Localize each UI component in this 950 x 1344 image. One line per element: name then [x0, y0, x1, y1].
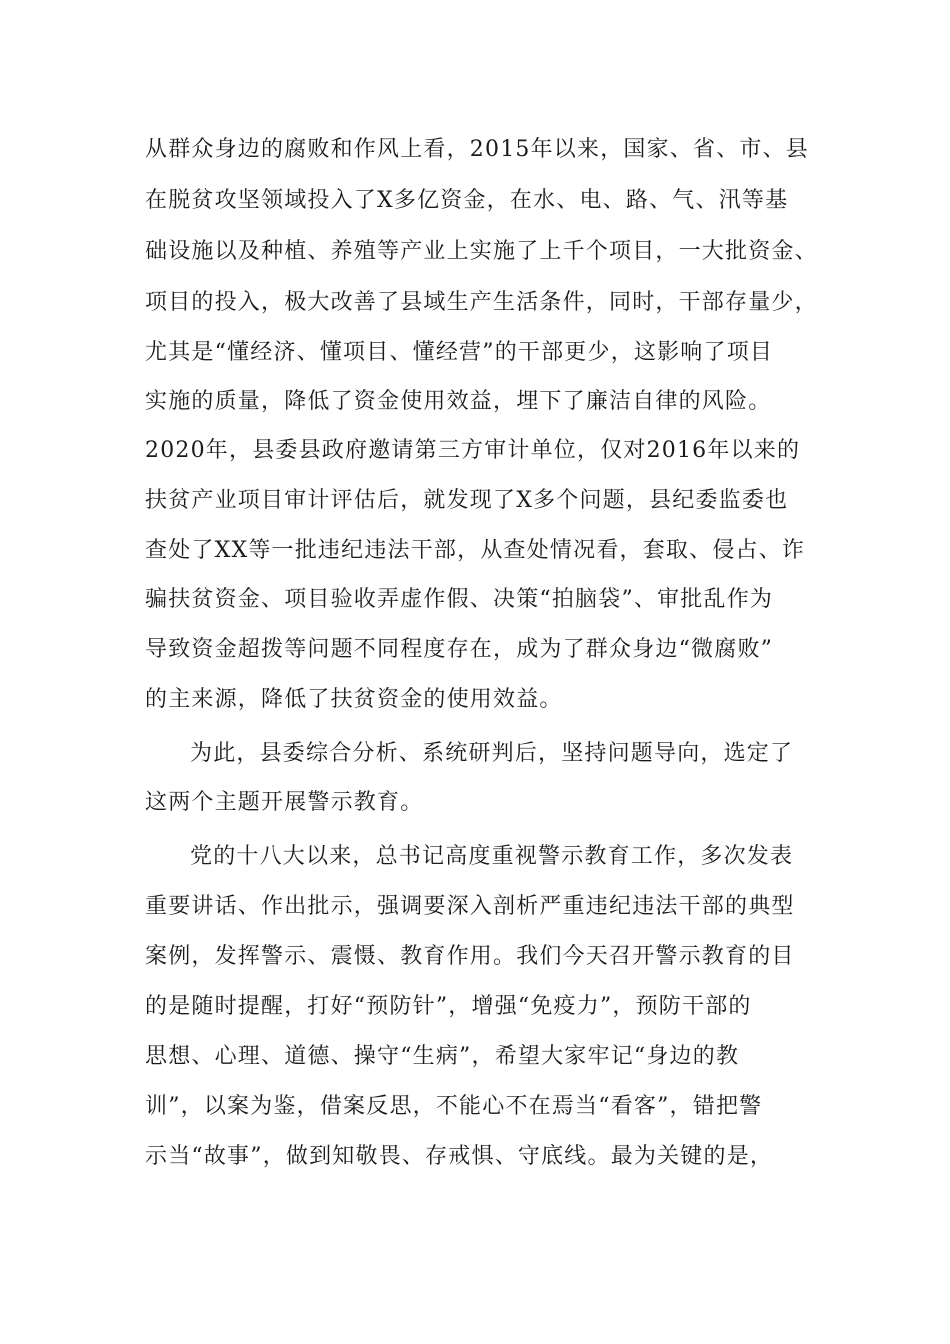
text-line: 在脱贫攻坚领域投入了X多亿资金，在水、电、路、气、汛等基 [145, 188, 789, 213]
text-line: 的是随时提醒，打好“预防针”，增强“免疫力”，预防干部的 [145, 994, 752, 1019]
paragraph-first-line: 党的十八大以来，总书记高度重视警示教育工作，多次发表 [190, 844, 794, 869]
text-line: 思想、心理、道德、操守“生病”，希望大家牢记“身边的教 [145, 1044, 740, 1069]
text-line: 2020年，县委县政府邀请第三方审计单位，仅对2016年以来的 [145, 438, 801, 463]
text-line: 的主来源，降低了扶贫资金的使用效益。 [145, 687, 563, 712]
text-line: 骗扶贫资金、项目验收弄虚作假、决策“拍脑袋”、审批乱作为 [145, 587, 774, 612]
text-line: 示当“故事”，做到知敬畏、存戒惧、守底线。最为关键的是， [145, 1144, 774, 1169]
text-line: 础设施以及种植、养殖等产业上实施了上千个项目，一大批资金、 [145, 239, 818, 264]
paragraph-first-line: 为此，县委综合分析、系统研判后，坚持问题导向，选定了 [190, 741, 794, 766]
text-line: 查处了XX等一批违纪违法干部，从查处情况看，套取、侵占、诈 [145, 538, 806, 563]
text-line: 扶贫产业项目审计评估后，就发现了X多个问题，县纪委监委也 [145, 488, 789, 513]
text-line: 导致资金超拨等问题不同程度存在，成为了群众身边“微腐败” [145, 637, 774, 662]
text-line: 从群众身边的腐败和作风上看，2015年以来，国家、省、市、县 [145, 137, 809, 162]
text-line: 重要讲话、作出批示，强调要深入剖析严重违纪违法干部的典型 [145, 894, 795, 919]
text-line: 训”，以案为鉴，借案反思，不能心不在焉当“看客”，错把警 [145, 1094, 763, 1119]
text-line: 尤其是“懂经济、懂项目、懂经营”的干部更少，这影响了项目 [145, 340, 774, 365]
text-line: 这两个主题开展警示教育。 [145, 790, 424, 815]
text-line: 项目的投入，极大改善了县域生产生活条件，同时，干部存量少， [145, 290, 818, 315]
text-line: 实施的质量，降低了资金使用效益，埋下了廉洁自律的风险。 [145, 389, 772, 414]
text-line: 案例，发挥警示、震慑、教育作用。我们今天召开警示教育的目 [145, 944, 795, 969]
